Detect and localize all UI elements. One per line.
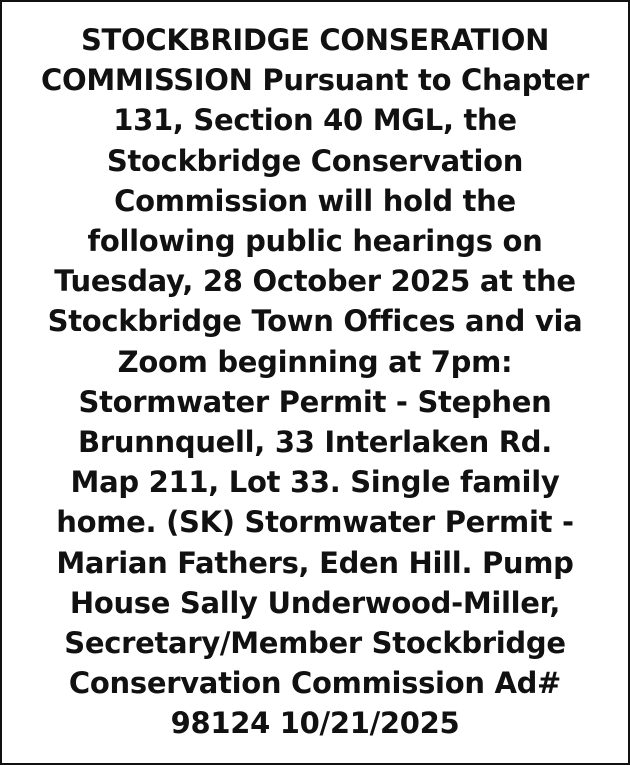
notice-body-text: STOCKBRIDGE CONSERATION COMMISSION Pursuant to Chapter 131, Section 40 MGL, the Stockbridge Conservation Commission will hold the following public hearings on Tuesday, 28 October 2025 at the Stockbridge Town Offices and via Zoom beginning at 7pm: Stormwater Permit - Stephen Brunnquell, 33 Interlaken Rd. Map 211, Lot 33. Single family home. (SK) Stormwater Permit - Marian Fathers, Eden Hill. Pump House Sally Underwood-Miller, Secretary/Member Stockbridge Conservation Commission Ad# 98124 10/21/2025 — [41, 23, 589, 741]
